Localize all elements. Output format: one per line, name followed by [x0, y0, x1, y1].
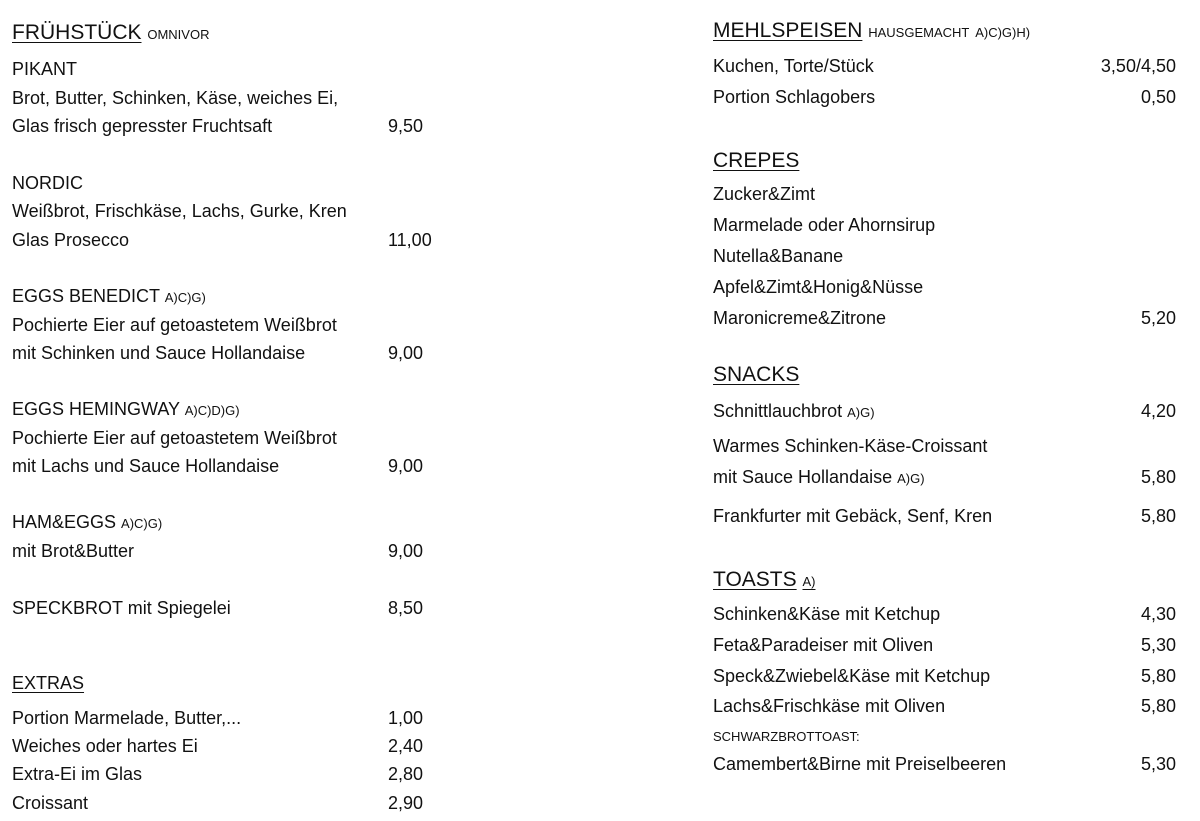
section-subtitle: HAUSGEMACHT — [868, 25, 970, 40]
list-item: Weiches oder hartes Ei — [12, 736, 198, 756]
item-name-ham-eggs: HAM&EGGS A)C)G) — [12, 512, 163, 532]
item-desc: Glas Prosecco — [12, 230, 130, 250]
list-item: Extra-Ei im Glas — [12, 764, 143, 784]
item-price: 2,90 — [388, 793, 424, 813]
list-item: Apfel&Zimt&Honig&Nüsse — [713, 277, 924, 297]
item-price: 0,50 — [1140, 87, 1176, 107]
item-price: 5,80 — [1140, 467, 1176, 487]
allergen-codes: A)C)G) — [164, 290, 206, 305]
item-price: 9,00 — [388, 343, 424, 363]
item-price: 11,00 — [388, 230, 432, 250]
list-item: Croissant — [12, 793, 89, 813]
item-price: 9,50 — [388, 116, 424, 136]
list-item: Zucker&Zimt — [713, 184, 816, 204]
item-desc: Weißbrot, Frischkäse, Lachs, Gurke, Kren — [12, 201, 347, 221]
allergen-codes: A)G) — [897, 471, 925, 486]
item-price: 5,30 — [1140, 754, 1176, 774]
item-price: 5,30 — [1140, 635, 1176, 655]
item-name-speckbrot: SPECKBROT mit Spiegelei — [12, 598, 231, 618]
list-item: Camembert&Birne mit Preiselbeeren — [713, 754, 1007, 774]
list-item: Feta&Paradeiser mit Oliven — [713, 635, 934, 655]
list-item: Maronicreme&Zitrone — [713, 308, 887, 328]
list-item: Lachs&Frischkäse mit Oliven — [713, 696, 946, 716]
allergen-codes: A)C)G)H) — [975, 25, 1031, 40]
list-item: Portion Marmelade, Butter,... — [12, 708, 242, 728]
item-price: 1,00 — [388, 708, 424, 728]
item-desc: Pochierte Eier auf getoastetem Weißbrot — [12, 315, 337, 335]
section-title-mehlspeisen: MEHLSPEISEN HAUSGEMACHT A)C)G)H) — [713, 19, 1031, 42]
list-item: Kuchen, Torte/Stück — [713, 56, 874, 76]
item-name-nordic: NORDIC — [12, 173, 83, 193]
allergen-codes: A)G) — [847, 405, 875, 420]
item-name-pikant: PIKANT — [12, 59, 78, 79]
item-price: 2,80 — [388, 764, 424, 784]
list-item: Nutella&Banane — [713, 246, 844, 266]
section-title-crepes: CREPES — [713, 149, 800, 172]
list-item: Schinken&Käse mit Ketchup — [713, 604, 941, 624]
list-item: Warmes Schinken-Käse-Croissant — [713, 436, 988, 456]
item-desc: mit Sauce Hollandaise A)G) — [713, 467, 925, 487]
item-price: 4,20 — [1140, 401, 1176, 421]
section-title-toasts: TOASTS A) — [713, 568, 816, 591]
section-title-fruehstueck: FRÜHSTÜCK OMNIVOR — [12, 21, 210, 44]
item-price: 3,50/4,50 — [1100, 56, 1176, 76]
item-price: 8,50 — [388, 598, 424, 618]
item-desc: mit Lachs und Sauce Hollandaise — [12, 456, 280, 476]
item-name-eggs-hemingway: EGGS HEMINGWAY A)C)D)G) — [12, 399, 240, 419]
item-name-eggs-benedict: EGGS BENEDICT A)C)G) — [12, 286, 206, 306]
item-price: 2,40 — [388, 736, 424, 756]
item-desc: mit Brot&Butter — [12, 541, 135, 561]
item-price: 5,80 — [1140, 506, 1176, 526]
list-item: Speck&Zwiebel&Käse mit Ketchup — [713, 666, 991, 686]
item-price: 9,00 — [388, 456, 424, 476]
section-subtitle: OMNIVOR — [147, 27, 210, 42]
list-item: Schnittlauchbrot A)G) — [713, 401, 875, 421]
allergen-codes: A) — [802, 574, 816, 589]
item-price: 4,30 — [1140, 604, 1176, 624]
allergen-codes: A)C)D)G) — [184, 403, 240, 418]
section-title-snacks: SNACKS — [713, 363, 800, 386]
list-item: Marmelade oder Ahornsirup — [713, 215, 936, 235]
section-title-extras: EXTRAS — [12, 673, 85, 693]
list-item: Portion Schlagobers — [713, 87, 876, 107]
item-desc: Pochierte Eier auf getoastetem Weißbrot — [12, 428, 337, 448]
item-price: 9,00 — [388, 541, 424, 561]
item-desc: Glas frisch gepresster Fruchtsaft — [12, 116, 273, 136]
item-price: 5,80 — [1140, 696, 1176, 716]
allergen-codes: A)C)G) — [121, 516, 163, 531]
list-item: Frankfurter mit Gebäck, Senf, Kren — [713, 506, 993, 526]
item-desc: mit Schinken und Sauce Hollandaise — [12, 343, 306, 363]
item-price: 5,20 — [1140, 308, 1176, 328]
item-desc: Brot, Butter, Schinken, Käse, weiches Ei, — [12, 88, 339, 108]
subsection-label-schwarzbrottoast: SCHWARZBROTTOAST: — [713, 729, 860, 744]
item-price: 5,80 — [1140, 666, 1176, 686]
